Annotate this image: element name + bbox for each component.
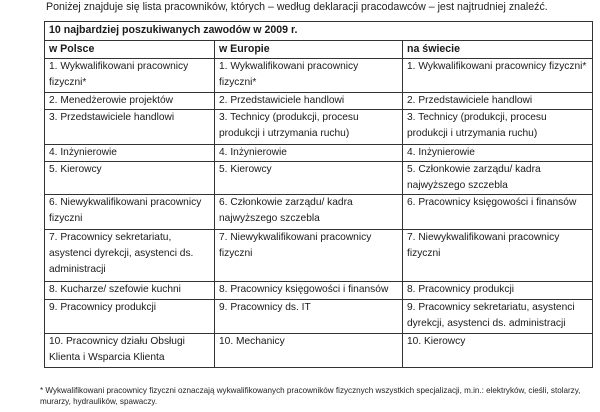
table-cell: 4. Inżynierowie <box>45 145 215 162</box>
table-row <box>45 110 593 145</box>
table-cell: 6. Pracownicy księgowości i finansów <box>403 195 593 230</box>
table-cell: 6. Niewykwalifikowani pracownicy fizyczni <box>45 195 215 230</box>
table-cell: 4. Inżynierowie <box>215 145 403 162</box>
table-row <box>45 93 593 110</box>
table-cell: 10. Mechanicy <box>215 334 403 368</box>
table-cell: 1. Wykwalifikowani pracownicy fizyczni* <box>45 59 215 93</box>
table-row <box>45 282 593 300</box>
table-cell: 3. Technicy (produkcji, procesu produkcji i utrzymania ruchu) <box>403 110 593 145</box>
table-cell: 5. Kierowcy <box>215 162 403 195</box>
table-cell: 10. Pracownicy działu Obsługi Klienta i Wsparcia Klienta <box>45 334 215 368</box>
table-cell: 2. Przedstawiciele handlowi <box>403 93 593 110</box>
table-row <box>45 300 593 334</box>
table-row <box>45 145 593 162</box>
table-cell: 4. Inżynierowie <box>403 145 593 162</box>
table-row <box>45 195 593 230</box>
table-cell: 10. Kierowcy <box>403 334 593 368</box>
table-cell: 9. Pracownicy produkcji <box>45 300 215 334</box>
column-header-europe: w Europie <box>215 41 403 59</box>
table-cell: 2. Menedżerowie projektów <box>45 93 215 110</box>
table-cell: 5. Kierowcy <box>45 162 215 195</box>
table-cell: 8. Pracownicy księgowości i finansów <box>215 282 403 300</box>
footnote: * Wykwalifikowani pracownicy fizyczni oznaczają wykwalifikowanych pracowników fizycznych wszystkich specjalizacji, m.in.: elektryków, cieśli, stolarzy, murarzy, hydraulików, spawaczy. <box>40 386 581 406</box>
table-cell: 3. Technicy (produkcji, procesu produkcji i utrzymania ruchu) <box>215 110 403 145</box>
table-cell: 7. Niewykwalifikowani pracownicy fizyczni <box>215 230 403 282</box>
table-row <box>45 162 593 195</box>
table-cell: 7. Niewykwalifikowani pracownicy fizyczni <box>403 230 593 282</box>
column-header-poland: w Polsce <box>45 41 215 59</box>
table-cell: 1. Wykwalifikowani pracownicy fizyczni* <box>215 59 403 93</box>
column-header-world: na świecie <box>403 41 593 59</box>
table-cell: 3. Przedstawiciele handlowi <box>45 110 215 145</box>
jobs-table <box>44 21 593 368</box>
table-cell: 2. Przedstawiciele handlowi <box>215 93 403 110</box>
table-cell: 1. Wykwalifikowani pracownicy fizyczni* <box>403 59 593 93</box>
table-cell: 7. Pracownicy sekretariatu, asystenci dyrekcji, asystenci ds. administracji <box>45 230 215 282</box>
table-cell: 5. Członkowie zarządu/ kadra najwyższego szczebla <box>403 162 593 195</box>
table-cell: 6. Członkowie zarządu/ kadra najwyższego szczebla <box>215 195 403 230</box>
table-cell: 9. Pracownicy ds. IT <box>215 300 403 334</box>
table-cell: 8. Pracownicy produkcji <box>403 282 593 300</box>
intro-text: Poniżej znajduje się lista pracowników, których – według deklaracji pracodawców – jest najtrudniej znaleźć. <box>46 1 548 13</box>
table-title-row <box>45 22 593 41</box>
table-title: 10 najbardziej poszukiwanych zawodów w 2009 r. <box>45 22 593 41</box>
table-cell: 8. Kucharze/ szefowie kuchni <box>45 282 215 300</box>
table-row <box>45 59 593 93</box>
table-cell: 9. Pracownicy sekretariatu, asystenci dyrekcji, asystenci ds. administracji <box>403 300 593 334</box>
table-header-row <box>45 41 593 59</box>
table-row <box>45 230 593 282</box>
table-row <box>45 334 593 368</box>
